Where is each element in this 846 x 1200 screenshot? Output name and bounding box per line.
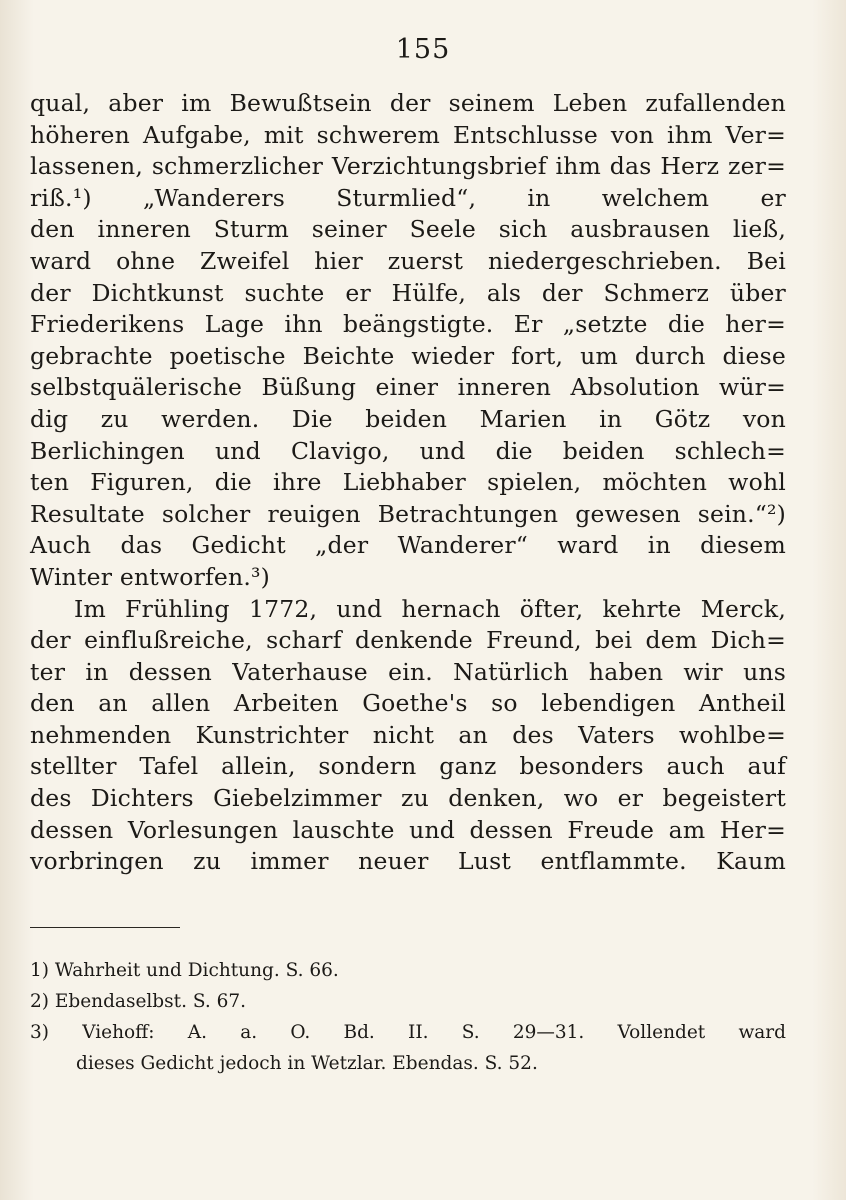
footnote-divider: [30, 927, 180, 928]
footnote-2: 2) Ebendaselbst. S. 67.: [30, 991, 247, 1012]
text-line: den inneren Sturm seiner Seele sich ausbrausen ließ,: [30, 215, 786, 244]
text-line: den an allen Arbeiten Goethe's so lebendigen Antheil: [30, 689, 786, 718]
text-line: des Dichters Giebelzimmer zu denken, wo er begeistert: [30, 784, 786, 813]
text-line: Winter entworfen.³): [30, 562, 271, 591]
footnote-1: 1) Wahrheit und Dichtung. S. 66.: [30, 960, 339, 981]
text-line: Resultate solcher reuigen Betrachtungen gewesen sein.“²): [30, 499, 786, 528]
text-line: vorbringen zu immer neuer Lust entflammte. Kaum: [30, 847, 786, 876]
text-line: ward ohne Zweifel hier zuerst niedergeschrieben. Bei: [30, 246, 786, 275]
text-line: lassenen, schmerzlicher Verzichtungsbrief ihm das Herz zer=: [30, 152, 786, 181]
page-number: 155: [395, 34, 451, 65]
text-line: riß.¹) „Wanderers Sturmlied“, in welchem er: [30, 183, 786, 212]
footnote-3-continuation: dieses Gedicht jedoch in Wetzlar. Ebendas. S. 52.: [76, 1053, 538, 1074]
text-line: Berlichingen und Clavigo, und die beiden schlech=: [30, 436, 786, 465]
text-line: der Dichtkunst suchte er Hülfe, als der Schmerz über: [30, 278, 786, 307]
text-line: nehmenden Kunstrichter nicht an des Vaters wohlbe=: [30, 720, 786, 749]
text-line: ten Figuren, die ihre Liebhaber spielen, möchten wohl: [30, 468, 786, 497]
text-line: selbstquälerische Büßung einer inneren Absolution wür=: [30, 373, 786, 402]
text-line: ter in dessen Vaterhause ein. Natürlich haben wir uns: [30, 657, 786, 686]
text-line: dessen Vorlesungen lauschte und dessen Freude am Her=: [30, 815, 786, 844]
text-line: Auch das Gedicht „der Wanderer“ ward in diesem: [30, 531, 786, 560]
text-line: der einflußreiche, scharf denkende Freund, bei dem Dich=: [30, 626, 786, 655]
text-line: Friederikens Lage ihn beängstigte. Er „setzte die her=: [30, 310, 786, 339]
paragraph-start-line: Im Frühling 1772, und hernach öfter, kehrte Merck,: [74, 594, 786, 623]
text-line: dig zu werden. Die beiden Marien in Götz von: [30, 404, 786, 433]
text-line: qual, aber im Bewußtsein der seinem Leben zufallenden: [30, 89, 786, 117]
footnote-3: 3) Viehoff: A. a. O. Bd. II. S. 29—31. Vollendet ward: [30, 1022, 786, 1043]
text-line: stellter Tafel allein, sondern ganz besonders auch auf: [30, 752, 786, 781]
text-line: höheren Aufgabe, mit schwerem Entschlusse von ihm Ver=: [30, 120, 786, 149]
body-text: [30, 88, 786, 878]
text-line: gebrachte poetische Beichte wieder fort, um durch diese: [30, 341, 786, 370]
footnotes: [30, 955, 786, 1079]
